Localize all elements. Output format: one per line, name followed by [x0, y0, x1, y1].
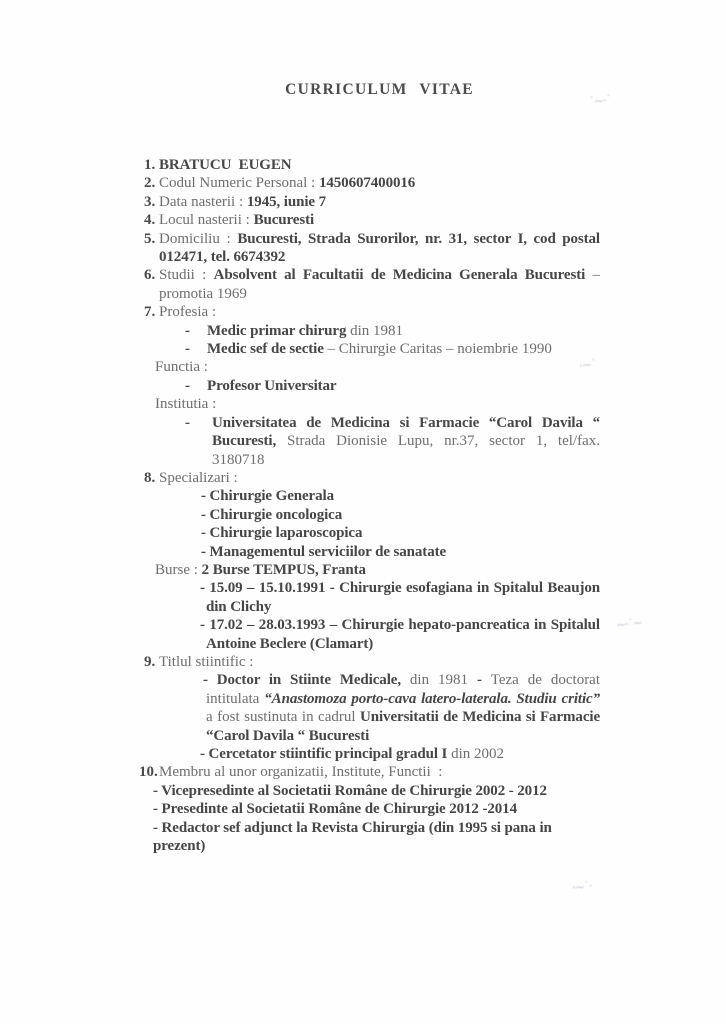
researcher-title: - Cercetator stiintific principal gradul I: [200, 746, 448, 762]
burse-line: [155, 561, 600, 579]
internship-line: - 15.09 – 15.10.1991 - Chirurgie esofagiana in Spitalul Beaujon din Clichy: [200, 580, 600, 615]
researcher-rest: din 2002: [447, 746, 504, 762]
bullet-dash: -: [185, 322, 190, 339]
scan-smudge: ˙~·˙: [588, 92, 612, 110]
phd-text: din 1981: [400, 672, 477, 689]
bullet-dash: -: [185, 341, 190, 358]
bullet-dash: -: [185, 414, 190, 431]
cv-item-birthdate: [144, 193, 600, 211]
cv-item-address: [144, 230, 600, 267]
field-suffix: – promotia 1969: [159, 267, 601, 302]
bullet-dash: -: [185, 377, 190, 394]
bullet-bold: Medic primar chirurg: [207, 322, 347, 339]
profession-bullet: [159, 340, 600, 358]
scan-smudge: ·~˙: [578, 357, 597, 373]
specialization-line: - Chirurgie laparoscopica: [201, 525, 363, 542]
section-label: Specializari :: [159, 469, 238, 486]
thesis-title: “Anastomoza porto-cava latero-laterala. Studiu critic”: [264, 690, 600, 707]
item-number: 3.: [144, 193, 156, 210]
field-label: Codul Numeric Personal :: [159, 175, 319, 192]
phd-degree: - Doctor in Stiinte Medicale,: [203, 672, 401, 689]
page-title: CURRICULUM VITAE: [285, 81, 474, 98]
person-name: BRATUCU EUGEN: [159, 157, 292, 173]
cv-item-specializations: [144, 469, 600, 487]
field-label: Domiciliu :: [159, 230, 238, 247]
cv-item-studies: [144, 266, 601, 303]
item-number: 7.: [144, 304, 156, 321]
phd-paragraph: [203, 671, 600, 745]
bullet-text: [212, 414, 600, 469]
field-value: Bucuresti, Strada Surorilor, nr. 31, sector I, cod postal 012471, tel. 6674392: [159, 230, 600, 266]
bullet-text: [207, 340, 600, 358]
field-value: Absolvent al Facultatii de Medicina Generala Bucuresti: [213, 267, 586, 284]
specialization-line: - Managementul serviciilor de sanatate: [201, 543, 447, 560]
cv-item-memberships: [139, 763, 600, 781]
membership-role: - Presedinte al Societatii Române de Chirurgie 2012 -2014: [153, 801, 517, 818]
field-label: Studii :: [159, 267, 214, 284]
cv-item-cnp: [144, 174, 600, 192]
bullet-bold: Universitatea de Medicina si Farmacie “Carol Davila “ Bucuresti,: [212, 414, 600, 450]
item-number: 8.: [144, 469, 156, 486]
section-label: Profesia :: [159, 304, 217, 321]
section-label: Membru al unor organizatii, Institute, Functii :: [159, 764, 443, 781]
phd-dash: -: [476, 672, 491, 689]
functia-label: Functia :: [155, 359, 208, 376]
item-number: 2.: [144, 175, 156, 192]
specialization-line: - Chirurgie Generala: [201, 488, 334, 505]
phd-text: a fost sustinuta in cadrul: [206, 709, 361, 726]
field-value: 1450607400016: [318, 175, 416, 192]
function-bullet: [159, 377, 600, 395]
membership-role: - Redactor sef adjunct la Revista Chirurgia (din 1995 si pana in prezent): [153, 819, 552, 855]
field-label: Burse :: [155, 561, 202, 578]
specialization-line: - Chirurgie oncologica: [201, 506, 343, 523]
field-value: 2 Burse TEMPUS, Franta: [201, 561, 366, 578]
cv-item-scientific-title: [144, 653, 600, 671]
membership-role: - Vicepresedinte al Societatii Române de Chirurgie 2002 - 2012: [153, 782, 547, 799]
bullet-text: [207, 377, 600, 395]
scan-smudge: ·~˙·: [571, 879, 593, 895]
item-number: 6.: [144, 267, 156, 284]
phd-text: Teza de doctorat intitulata: [206, 672, 601, 707]
bullet-rest: – Chirurgie Caritas – noiembrie 1990: [323, 341, 552, 358]
cv-item-birthplace: [144, 211, 600, 229]
bullet-bold: Medic sef de sectie: [207, 341, 324, 358]
item-number: 1.: [144, 157, 156, 173]
researcher-line: [200, 745, 600, 763]
field-label: Locul nasterii :: [159, 212, 254, 229]
bullet-rest: din 1981: [346, 322, 404, 339]
bullet-text: [207, 322, 600, 340]
cv-body: [139, 156, 601, 855]
profession-bullet: [159, 322, 600, 340]
item-number: 4.: [144, 212, 156, 229]
bullet-bold: Profesor Universitar: [207, 377, 337, 394]
phd-university: Universitatii de Medicina si Farmacie “Carol Davila “ Bucuresti: [206, 709, 600, 744]
cv-item-profession: [144, 303, 600, 321]
item-number: 9.: [144, 653, 156, 670]
scan-smudge: ~·˙~: [615, 615, 643, 633]
field-value: 1945, iunie 7: [246, 193, 327, 210]
item-number: 10.: [139, 764, 158, 781]
bullet-rest: Strada Dionisie Lupu, nr.37, sector 1, tel/fax. 3180718: [212, 433, 600, 468]
item-number: 5.: [144, 230, 156, 247]
cv-item-name: [144, 156, 600, 174]
field-value: Bucuresti: [253, 212, 315, 229]
internship-line: - 17.02 – 28.03.1993 – Chirurgie hepato-pancreatica in Spitalul Antoine Beclere (Clamart): [200, 617, 600, 652]
institution-bullet: [159, 414, 600, 469]
section-label: Titlul stiintific :: [159, 653, 254, 670]
field-label: Data nasterii :: [159, 193, 247, 210]
institutia-label: Institutia :: [155, 396, 217, 413]
